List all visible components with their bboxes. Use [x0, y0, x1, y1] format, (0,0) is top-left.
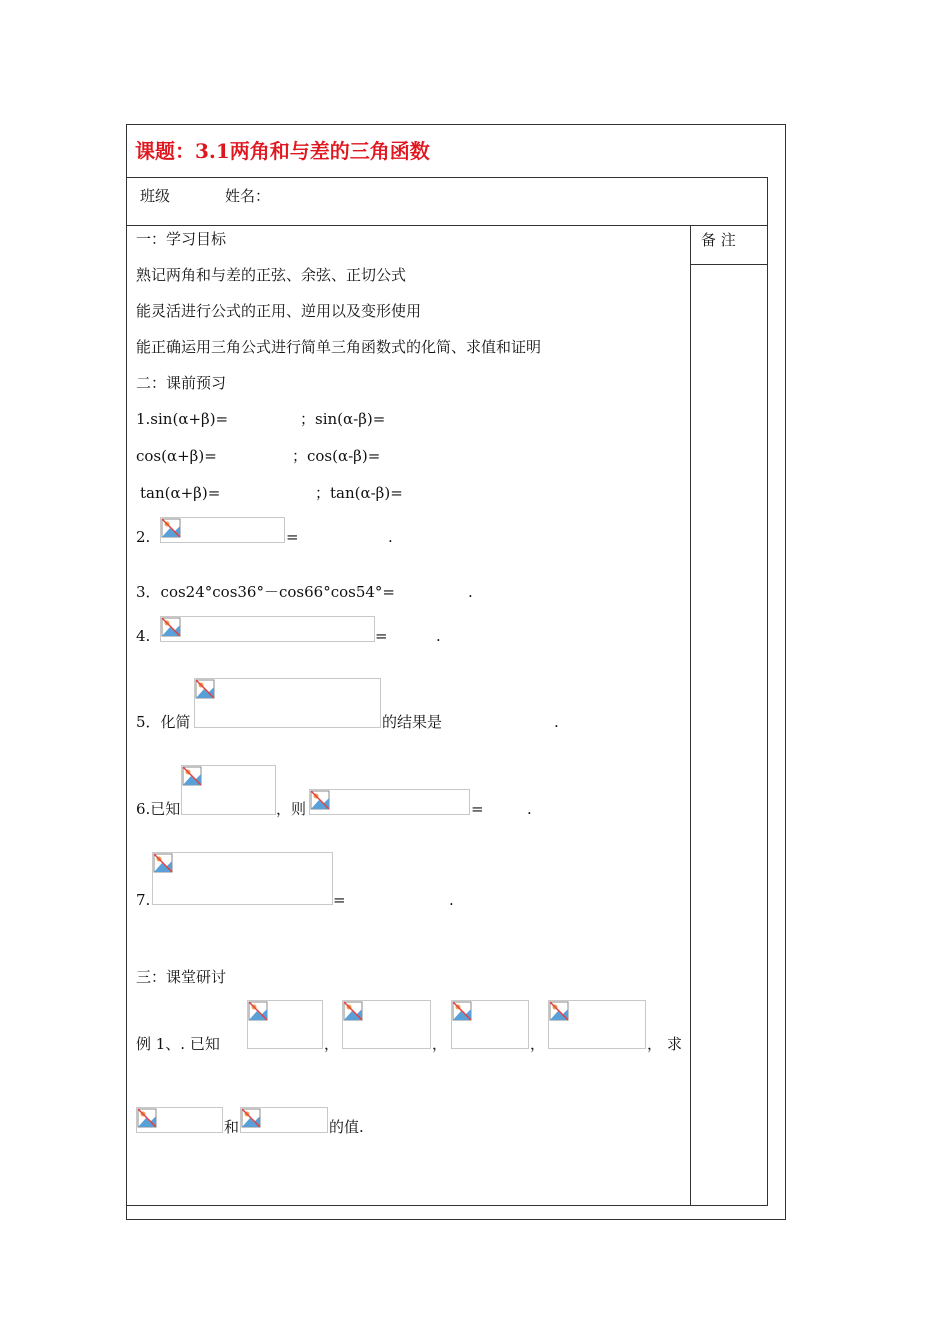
q4-number: 4. — [136, 627, 151, 645]
formula-image — [160, 517, 285, 543]
broken-image-icon — [161, 518, 181, 538]
formula-image — [152, 852, 333, 905]
q2-number: 2. — [136, 528, 151, 546]
broken-image-icon — [452, 1001, 472, 1021]
outer-border-right — [785, 124, 786, 1220]
page-title: 课题：3.1两角和与差的三角函数 — [135, 139, 430, 163]
remarks-column-divider — [690, 225, 691, 1206]
formula-image — [136, 1107, 223, 1133]
q3-text: 3．cos24°cos36°－cos66°cos54°= — [136, 583, 395, 601]
section2-heading: 二：课前预习 — [136, 374, 227, 392]
formula-image — [160, 616, 375, 642]
q7-number: 7. — [136, 891, 151, 909]
broken-image-icon — [241, 1108, 261, 1128]
formula-image — [309, 789, 470, 815]
remarks-label: 备 注 — [701, 231, 736, 249]
q5-suffix: 的结果是 — [382, 713, 443, 731]
comma: ， — [530, 1035, 546, 1053]
q1-sin-diff: ；sin(α-β)= — [300, 410, 386, 428]
goal-item: 能灵活进行公式的正用、逆用以及变形使用 — [136, 302, 422, 320]
goal-item: 熟记两角和与差的正弦、余弦、正切公式 — [136, 266, 407, 284]
q4-end: . — [436, 627, 441, 645]
section3-heading: 三：课堂研讨 — [136, 968, 227, 986]
q4-equals: = — [375, 627, 388, 645]
q3-end: . — [468, 583, 473, 601]
class-label: 班级 — [140, 187, 171, 205]
broken-image-icon — [310, 790, 330, 810]
example1-ask: 求 — [667, 1035, 683, 1053]
q6-prefix: 6.已知 — [136, 800, 181, 818]
broken-image-icon — [153, 853, 173, 873]
comma: ， — [324, 1035, 340, 1053]
q5-end: . — [554, 713, 559, 731]
q1-tan-sum: tan(α+β)= — [140, 484, 221, 502]
section1-heading: 一：学习目标 — [136, 230, 227, 248]
q2-equals: = — [286, 528, 299, 546]
formula-image — [240, 1107, 328, 1133]
q7-equals: = — [333, 891, 346, 909]
header-divider — [126, 225, 768, 226]
q5-prefix: 5．化简 — [136, 713, 191, 731]
q1-tan-diff: ；tan(α-β)= — [315, 484, 403, 502]
comma: ， — [647, 1035, 663, 1053]
example1-end: 的值. — [329, 1118, 364, 1136]
formula-image — [342, 1000, 431, 1049]
comma: ， — [432, 1035, 448, 1053]
broken-image-icon — [343, 1001, 363, 1021]
example1-prefix: 例 1、. 已知 — [136, 1035, 220, 1053]
q2-end: . — [388, 528, 393, 546]
formula-image — [247, 1000, 323, 1049]
q1-cos-diff: ；cos(α-β)= — [292, 447, 381, 465]
outer-border-top — [126, 124, 786, 125]
q6-equals: = — [471, 800, 484, 818]
inner-border-bottom — [126, 1205, 768, 1206]
broken-image-icon — [549, 1001, 569, 1021]
q1-sin-sum: 1.sin(α+β)= — [136, 410, 229, 428]
formula-image — [451, 1000, 529, 1049]
formula-image — [548, 1000, 646, 1049]
inner-border-top — [126, 177, 768, 178]
goal-item: 能正确运用三角公式进行简单三角函数式的化简、求值和证明 — [136, 338, 542, 356]
broken-image-icon — [248, 1001, 268, 1021]
inner-border-right — [767, 177, 768, 1206]
q6-end: . — [527, 800, 532, 818]
outer-border-bottom — [126, 1219, 786, 1220]
broken-image-icon — [195, 679, 215, 699]
q1-cos-sum: cos(α+β)= — [136, 447, 217, 465]
formula-image — [194, 678, 381, 728]
name-label: 姓名： — [225, 187, 271, 205]
remarks-header-divider — [690, 264, 768, 265]
and-word: 和 — [224, 1118, 240, 1136]
q6-middle: ，则 — [276, 800, 307, 818]
outer-border-left — [126, 124, 127, 1220]
formula-image — [181, 765, 276, 815]
broken-image-icon — [137, 1108, 157, 1128]
q7-end: . — [449, 891, 454, 909]
broken-image-icon — [161, 617, 181, 637]
broken-image-icon — [182, 766, 202, 786]
